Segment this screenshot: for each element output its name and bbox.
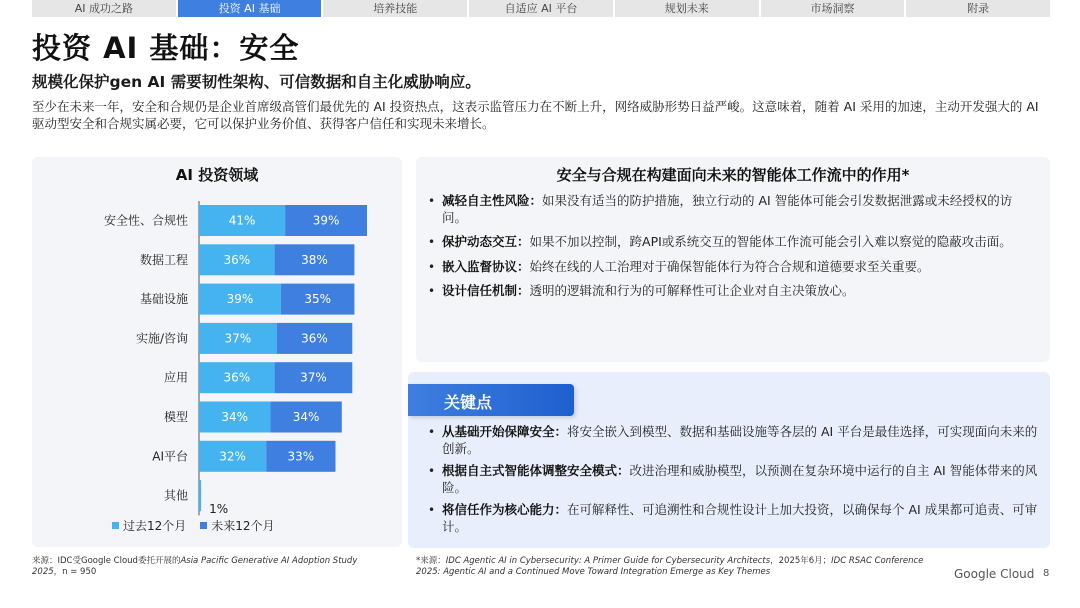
bullet-icon: • <box>428 425 436 439</box>
footnote-right-source-1: IDC Agentic AI in Cybersecurity: A Primer Guide for Cybersecurity Architects <box>445 556 771 566</box>
investment-bar-chart <box>32 157 402 547</box>
page-number: 8 <box>1043 568 1050 579</box>
category-label: 其他 <box>163 488 188 503</box>
legend-label-past: 过去12个月 <box>123 519 187 533</box>
data-label-past: 41% <box>228 213 256 228</box>
key-point-text: 改进治理和威胁模型，以预测在复杂环境中运行的自主 AI 智能体带来的风险。 <box>442 463 1038 495</box>
legend-swatch-past <box>112 522 119 529</box>
footnote-right-source-2: IDC RSAC Conference 2025: Agentic AI and a Continued Move Toward Integration Emerge as Key Themes <box>416 556 924 577</box>
data-label-past: 36% <box>223 370 251 385</box>
category-label: 数据工程 <box>139 252 188 267</box>
role-item <box>428 234 1036 251</box>
category-label: 应用 <box>163 370 188 385</box>
key-point-heading: 根据自主式智能体调整安全模式： <box>442 463 630 478</box>
key-point-heading: 将信任作为核心能力： <box>442 502 568 517</box>
legend-item-future <box>200 517 274 534</box>
data-label-future: 34% <box>292 410 320 424</box>
role-item-text: 如果不加以控制，跨API或系统交互的智能体工作流可能会引入难以察觉的隐蔽攻击面。 <box>529 234 1012 249</box>
investment-chart-panel <box>32 157 402 547</box>
chart-title: AI 投资领域 <box>175 166 259 184</box>
intro-paragraph: 至少在未来一年，安全和合规仍是企业首席级高管们最优先的 AI 投资热点，这表示监管压力在不断上升，网络威胁形势日益严峻。这意味着，随着 AI 采用的加速，主动开发强大的 AI 驱动型安全和合规实属必要，它可以保护业务价值、获得客户信任和实现未来增长。 <box>32 99 1039 131</box>
role-list <box>428 193 1036 308</box>
data-label-past: 36% <box>223 252 251 267</box>
category-label: 基础设施 <box>139 292 188 307</box>
chart-legend <box>112 517 275 534</box>
nav-tab-appendix[interactable]: 附录 <box>906 0 1050 17</box>
key-point-text: 将安全嵌入到模型、数据和基础设施等各层的 AI 平台是最佳选择，可实现面向未来的创新。 <box>442 424 1038 456</box>
bullet-icon: • <box>428 259 436 274</box>
key-point-item <box>428 502 1038 535</box>
nav-tab-adaptive-platform[interactable]: 自适应 AI 平台 <box>469 0 613 17</box>
key-points-label: 关键点 <box>444 393 493 412</box>
role-item-heading: 保护动态交互： <box>442 234 530 249</box>
data-label-future: 33% <box>287 449 315 464</box>
role-item <box>428 283 1036 300</box>
bullet-icon: • <box>428 235 436 249</box>
page-title: 投资 AI 基础：安全 <box>32 31 300 65</box>
data-label-future: 39% <box>312 213 340 228</box>
key-points-header <box>408 384 574 416</box>
data-label-future: 35% <box>304 292 331 307</box>
key-points-list <box>428 424 1038 541</box>
key-point-item <box>428 424 1038 457</box>
role-item-heading: 设计信任机制： <box>442 283 530 298</box>
key-point-text: 在可解释性、可追溯性和合规性设计上加大投资，以确保每个 AI 成果都可追责、可审计。 <box>442 502 1038 534</box>
nav-tab-skills[interactable]: 培养技能 <box>323 0 467 17</box>
role-item <box>428 193 1036 226</box>
role-panel-title: 安全与合规在构建面向未来的智能体工作流中的作用* <box>556 166 910 184</box>
data-label-future: 38% <box>301 252 328 267</box>
category-label: AI平台 <box>152 449 188 464</box>
data-label-past: 37% <box>224 331 252 346</box>
legend-item-past <box>112 517 186 534</box>
category-label: 实施/咨询 <box>135 331 188 346</box>
nav-tab-market-insights[interactable]: 市场洞察 <box>761 0 905 17</box>
bullet-icon: • <box>428 503 436 517</box>
data-label-past: 39% <box>226 292 254 307</box>
bullet-icon: • <box>428 194 436 208</box>
footnote-left-study: Asia Pacific Generative AI Adoption Study 2025 <box>32 556 358 577</box>
legend-swatch-future <box>200 522 207 529</box>
google-cloud-logo: Google Cloud <box>954 567 1035 581</box>
nav-tab-ai-success[interactable]: AI 成功之路 <box>32 0 176 17</box>
source-footnote-left <box>32 556 362 578</box>
footnote-right-date: ，2025年6月； <box>770 556 832 566</box>
footnote-left-prefix: 来源：IDC受Google Cloud委托开展的 <box>32 556 181 566</box>
bullet-icon: • <box>428 284 436 298</box>
category-label: 安全性、合规性 <box>103 213 188 228</box>
data-label-past: 32% <box>219 449 246 464</box>
section-nav <box>32 0 1050 17</box>
source-footnote-right <box>416 556 946 578</box>
nav-tab-plan-future[interactable]: 规划未来 <box>615 0 759 17</box>
nav-tab-invest-ai-foundation[interactable]: 投资 AI 基础 <box>178 0 322 17</box>
role-item-text: 如果没有适当的防护措施，独立行动的 AI 智能体可能会引发数据泄露或未经授权的访问。 <box>442 193 1013 225</box>
key-points-panel <box>408 372 1050 548</box>
role-item-heading: 嵌入监督协议： <box>442 258 530 274</box>
footnote-left-suffix: ，n = 950 <box>53 567 97 577</box>
role-item <box>428 259 1036 276</box>
legend-label-future: 未来12个月 <box>211 519 275 533</box>
role-item-heading: 减轻自主性风险： <box>442 193 543 208</box>
page-subtitle: 规模化保护gen AI 需要韧性架构、可信数据和自主化威胁响应。 <box>32 73 481 91</box>
data-label-future: 36% <box>301 331 328 346</box>
key-point-item <box>428 463 1038 496</box>
footnote-right-prefix: *来源： <box>416 556 446 566</box>
data-label-past: 34% <box>221 410 249 424</box>
agentic-role-panel <box>416 157 1050 362</box>
category-label: 模型 <box>163 410 188 424</box>
bullet-icon: • <box>428 464 436 478</box>
data-label-future: 37% <box>300 370 327 385</box>
bar-past-12-months <box>199 480 201 511</box>
role-item-text: 透明的逻辑流和行为的可解释性可让企业对自主决策放心。 <box>529 283 855 298</box>
key-point-heading: 从基础开始保障安全： <box>442 424 568 439</box>
role-item-text: 始终在线的人工治理对于确保智能体行为符合合规和道德要求至关重要。 <box>529 258 930 274</box>
data-label-past: 1% <box>209 502 229 517</box>
